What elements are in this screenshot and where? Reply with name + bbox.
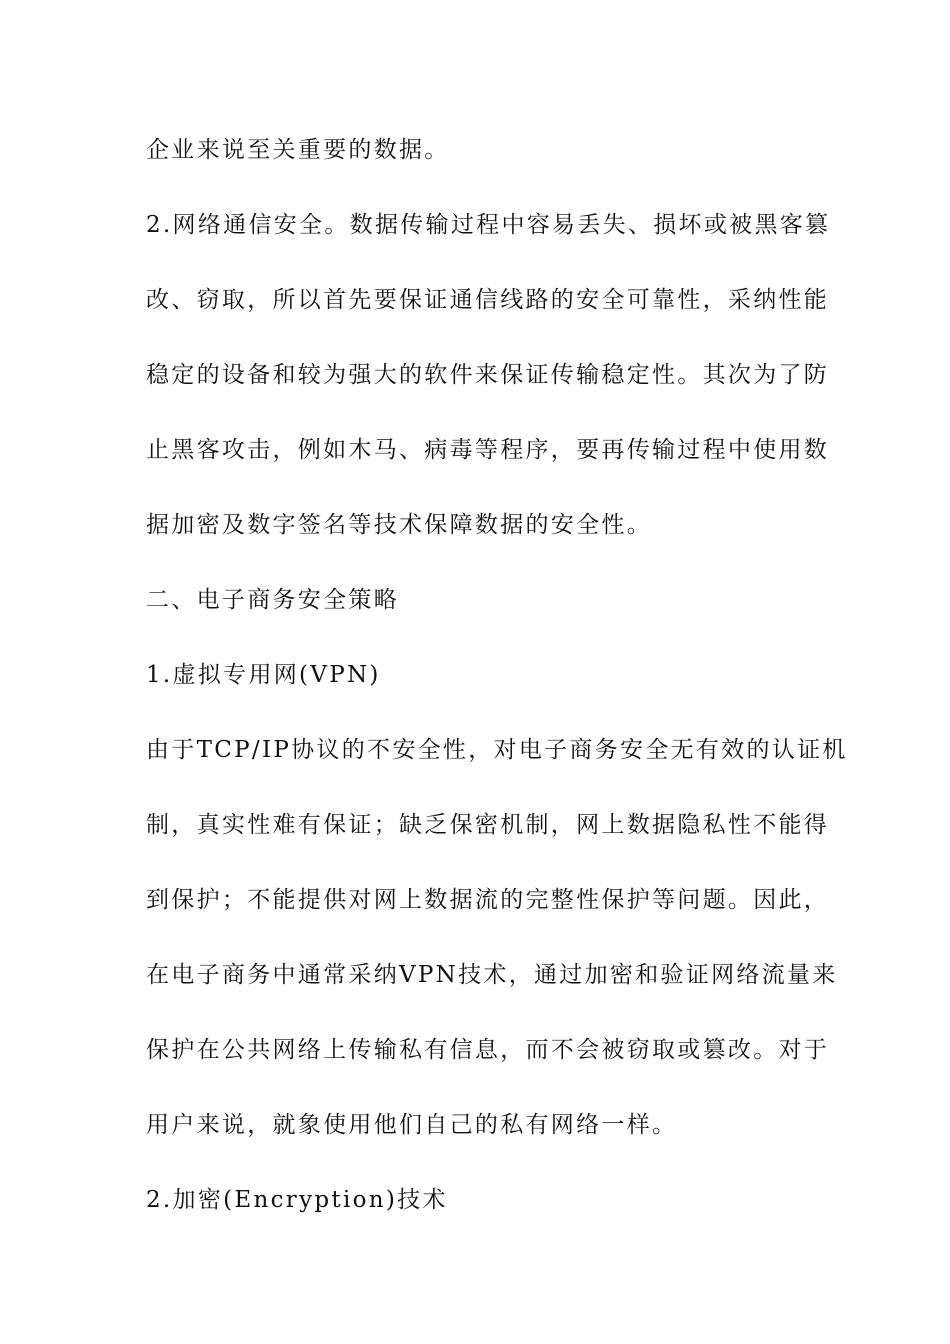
text-line: 据加密及数字签名等技术保障数据的安全性。 [146, 512, 652, 538]
subsection-heading: 2.加密(Encryption)技术 [146, 1187, 448, 1213]
text-line: 由于TCP/IP协议的不安全性，对电子商务安全无有效的认证机 [146, 737, 848, 763]
subsection-heading: 1.虚拟专用网(VPN) [146, 662, 381, 688]
text-line: 改、窃取，所以首先要保证通信线路的安全可靠性，采纳性能 [146, 287, 830, 313]
text-line: 在电子商务中通常采纳VPN技术，通过加密和验证网络流量来 [146, 962, 838, 988]
text-line: 制，真实性难有保证；缺乏保密机制，网上数据隐私性不能得 [146, 812, 830, 838]
text-line: 止黑客攻击，例如木马、病毒等程序，要再传输过程中使用数 [146, 437, 830, 463]
text-line: 到保护；不能提供对网上数据流的完整性保护等问题。因此， [146, 887, 830, 913]
section-heading: 二、电子商务安全策略 [146, 587, 399, 613]
text-line: 2.网络通信安全。数据传输过程中容易丢失、损坏或被黑客篡 [146, 212, 831, 238]
text-line: 用户来说，就象使用他们自己的私有网络一样。 [146, 1112, 678, 1138]
text-line: 企业来说至关重要的数据。 [146, 137, 450, 163]
text-line: 稳定的设备和较为强大的软件来保证传输稳定性。其次为了防 [146, 362, 830, 388]
text-line: 保护在公共网络上传输私有信息，而不会被窃取或篡改。对于 [146, 1037, 830, 1063]
